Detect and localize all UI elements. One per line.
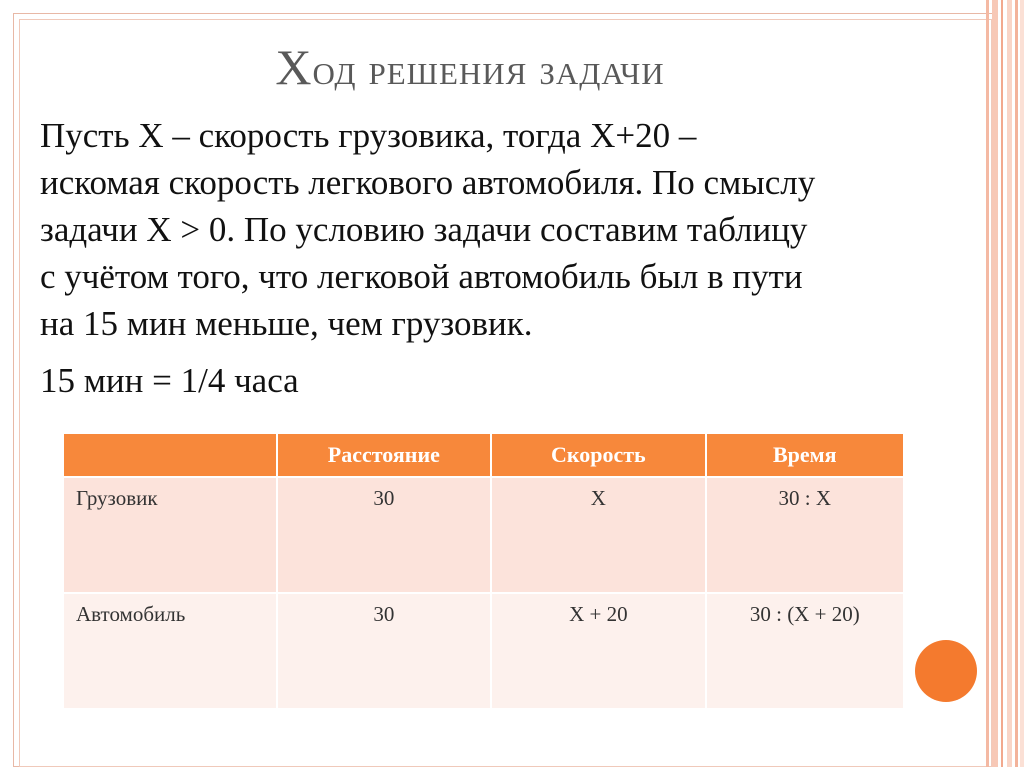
decor-circle [915, 640, 977, 702]
decor-stripe [1015, 0, 1018, 767]
table-header-cell: Скорость [491, 433, 705, 477]
slide-title-initial: Х [275, 39, 313, 95]
table-row [63, 593, 904, 709]
decor-stripe [992, 0, 998, 767]
text-line: Пусть Х – скорость грузовика, тогда Х+20 – [40, 116, 697, 155]
problem-text [40, 112, 930, 404]
table-row [63, 477, 904, 593]
table-row-label: Автомобиль [63, 593, 277, 709]
table-cell: 30 [277, 593, 492, 709]
time-conversion: 15 мин = 1/4 часа [40, 361, 299, 400]
table-cell: 30 : Х [706, 477, 904, 593]
text-line: с учётом того, что легковой автомобиль был в пути [40, 257, 803, 296]
table-header-cell: Время [706, 433, 904, 477]
text-line: задачи Х > 0. По условию задачи составим таблицу [40, 210, 808, 249]
table-cell: 30 [277, 477, 492, 593]
table-row-label: Грузовик [63, 477, 277, 593]
solution-table [62, 432, 905, 710]
table-header-row [63, 433, 904, 477]
text-line: на 15 мин меньше, чем грузовик. [40, 304, 533, 343]
table-header-cell: Расстояние [277, 433, 492, 477]
slide-title [0, 38, 940, 96]
table-cell: 30 : (Х + 20) [706, 593, 904, 709]
decor-stripe [1001, 0, 1003, 767]
slide-title-rest: од решения задачи [312, 45, 665, 94]
table-header-cell [63, 433, 277, 477]
decor-stripe [986, 0, 989, 767]
decor-stripe [1007, 0, 1012, 767]
decor-stripe [1020, 0, 1024, 767]
table-cell: Х [491, 477, 705, 593]
text-line: искомая скорость легкового автомобиля. По смыслу [40, 163, 816, 202]
table-cell: Х + 20 [491, 593, 705, 709]
